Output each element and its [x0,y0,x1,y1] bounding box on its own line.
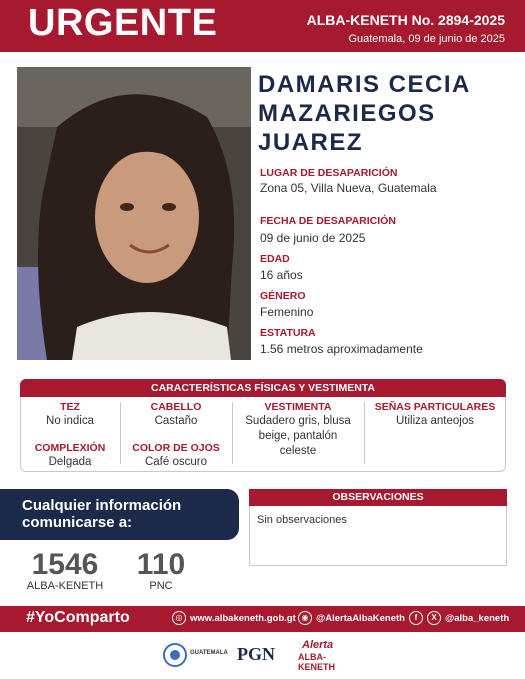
tez-value: No indica [46,415,94,427]
facebook-handle[interactable]: @AlertaAlbaKeneth [316,613,405,624]
vestimenta-label: VESTIMENTA [264,401,332,413]
name-line-3: JUAREZ [258,129,364,156]
edad-value: 16 años [260,268,303,282]
contact-text [22,497,181,531]
web-icon: ◎ [172,611,186,625]
complexion-label: COMPLEXIÓN [34,442,106,454]
phone-label-alba: ALBA-KENETH [26,580,104,592]
fecha-label: FECHA DE DESAPARICIÓN [260,215,396,227]
senas-label: SEÑAS PARTICULARES [374,401,496,413]
observations-title: OBSERVACIONES [249,489,507,506]
missing-person-photo [17,67,251,360]
name-line-1: DAMARIS CECIA [258,71,471,98]
footer-bar [0,606,525,632]
facebook-icon: f [409,611,423,625]
observations-text: Sin observaciones [257,514,347,526]
alert-location-date: Guatemala, 09 de junio de 2025 [348,33,505,45]
urgent-title: URGENTE [28,2,218,44]
edad-label: EDAD [260,253,290,265]
lugar-value: Zona 05, Villa Nueva, Guatemala [260,181,437,195]
vestimenta-value [232,414,364,459]
vestimenta-line-2: beige, pantalón [258,430,338,442]
phone-label-pnc: PNC [149,580,173,592]
person-name [258,70,508,157]
alba-keneth-logo [298,638,362,672]
coat-of-arms-icon [162,640,188,670]
contact-banner [0,489,239,540]
pgn-logo-text: PGN [237,644,275,664]
characteristics-title: CARACTERÍSTICAS FÍSICAS Y VESTIMENTA [20,379,506,397]
complexion-value: Delgada [48,456,92,468]
cabello-value: Castaño [154,415,198,427]
alert-number: ALBA-KENETH No. 2894-2025 [306,12,505,28]
website-link[interactable]: www.albakeneth.gob.gt [190,613,296,624]
x-icon: X [427,611,441,625]
cabello-label: CABELLO [150,401,202,413]
government-logo [162,638,234,672]
name-line-2: MAZARIEGOS [258,100,436,127]
ojos-value: Café oscuro [144,456,207,468]
contact-line-1: Cualquier información [22,497,182,514]
estatura-value: 1.56 metros aproximadamente [260,342,423,356]
twitter-handle[interactable]: @alba_keneth [445,613,510,624]
vestimenta-line-3: celeste [279,445,317,457]
genero-value: Femenino [260,305,314,319]
estatura-label: ESTATURA [260,327,316,339]
senas-value: Utiliza anteojos [396,415,474,427]
tez-label: TEZ [60,401,80,413]
alba-logo-line-2: ALBA-KENETH [298,652,336,672]
vestimenta-line-1: Sudadero gris, blusa [245,415,351,427]
pgn-logo [237,638,289,672]
hashtag: #YoComparto [26,609,130,626]
header-banner [0,0,525,52]
phone-number-110[interactable]: 110 [136,548,186,581]
genero-label: GÉNERO [260,290,306,302]
fecha-value: 09 de junio de 2025 [260,231,366,245]
alba-logo-line-1: Alerta [302,639,334,651]
instagram-icon: ◉ [298,611,312,625]
ojos-label: COLOR DE OJOS [132,442,220,454]
contact-line-2: comunicarse a: [22,514,133,531]
government-logo-text: GUATEMALA [190,650,228,656]
phone-number-1546[interactable]: 1546 [31,548,99,581]
lugar-label: LUGAR DE DESAPARICIÓN [260,167,398,179]
portrait-illustration [17,67,251,360]
